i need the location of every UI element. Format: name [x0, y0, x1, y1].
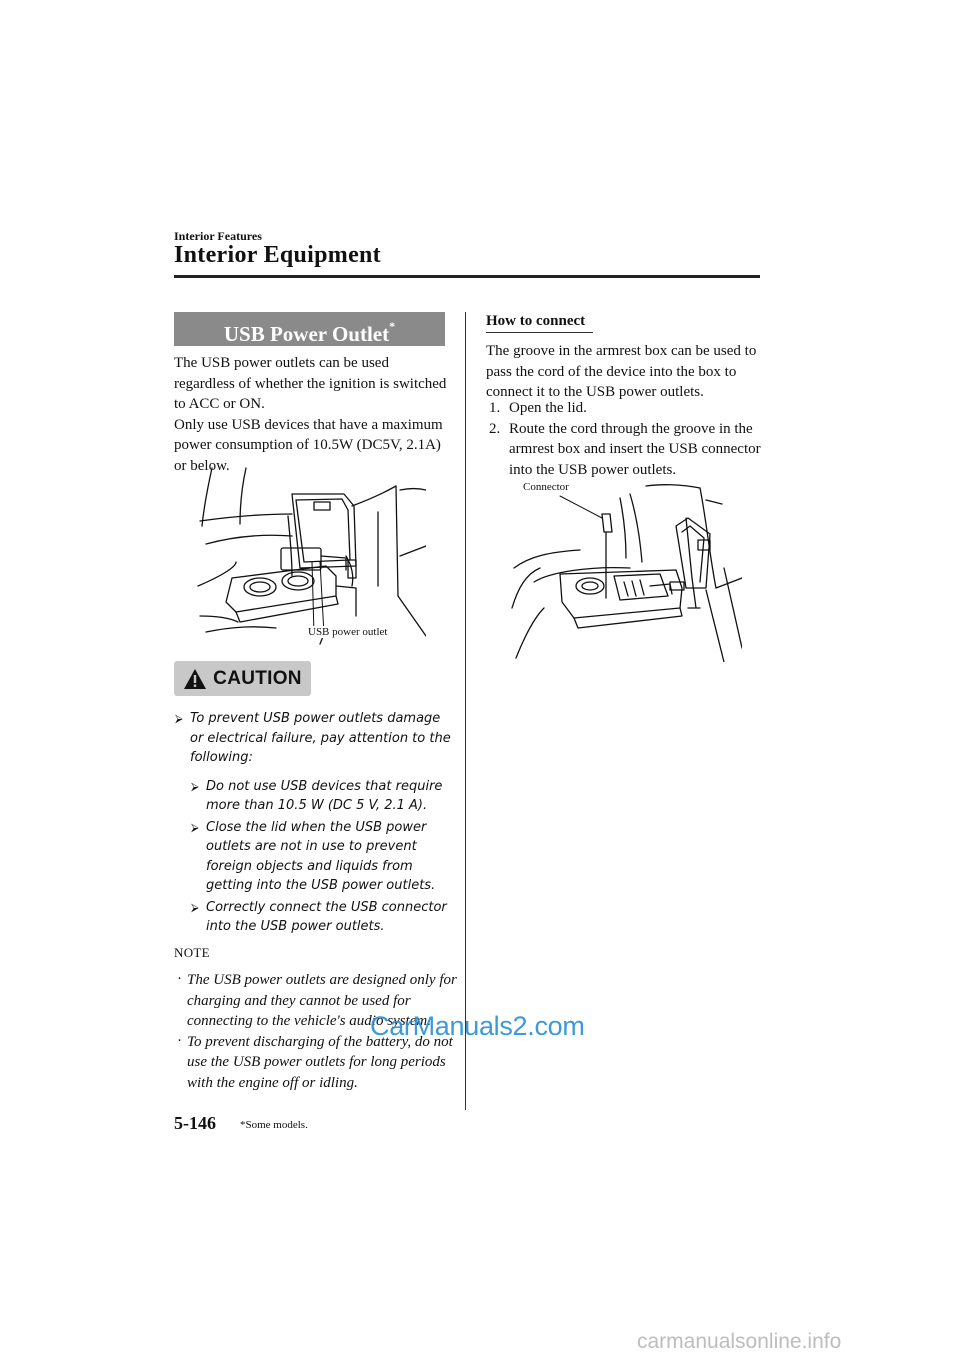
step-number: 2. — [489, 420, 501, 437]
footnote: *Some models. — [240, 1119, 308, 1131]
step-item — [486, 419, 761, 481]
connector-illustration — [510, 478, 742, 662]
step-item — [486, 398, 761, 419]
section-small-title: Interior Features — [174, 229, 262, 243]
caution-header — [174, 661, 311, 696]
caution-item — [174, 709, 454, 768]
step-text: Open the lid. — [509, 400, 587, 416]
usb-outlet-callout: USB power outlet — [308, 626, 388, 638]
connector-callout: Connector — [523, 481, 569, 493]
note-item-text: The USB power outlets are designed only for charging and they cannot be used for connecting to the vehicle's audio system. — [187, 972, 457, 1029]
caution-subitem-text: Correctly connect the USB connector into the USB power outlets. — [206, 899, 447, 934]
arrow-bullet-icon: ⮚ — [175, 712, 183, 725]
how-to-connect-heading: How to connect — [486, 313, 586, 329]
usb-outlet-illustration — [196, 466, 426, 652]
heading-underline — [486, 332, 593, 333]
page-number: 5-146 — [174, 1113, 216, 1133]
caution-label: CAUTION — [213, 667, 302, 689]
note-heading: NOTE — [174, 945, 210, 960]
caution-subitem — [174, 777, 454, 816]
note-item-text: To prevent discharging of the battery, do not use the USB power outlets for long periods with the engine off or idling. — [187, 1033, 453, 1091]
caution-main-text: To prevent USB power outlets damage or electrical failure, pay attention to the following: — [190, 711, 451, 765]
site-watermark: carmanualsonline.info — [637, 1330, 842, 1353]
intro-text — [174, 353, 449, 476]
dot-bullet-icon: · — [177, 971, 182, 987]
arrow-bullet-icon: ⮚ — [191, 779, 199, 793]
arrow-bullet-icon: ⮚ — [191, 820, 199, 834]
connect-steps — [486, 398, 761, 480]
section-title: Interior Equipment — [174, 242, 381, 268]
header-rule — [174, 275, 760, 278]
models-marker: * — [389, 319, 396, 333]
warning-triangle-icon — [183, 668, 207, 690]
intro-paragraph: The USB power outlets can be used regardless of whether the ignition is switched to ACC or ON. — [174, 355, 447, 412]
banner-title: USB Power Outlet — [223, 322, 390, 346]
dot-bullet-icon: · — [177, 1032, 182, 1049]
step-text: Route the cord through the groove in the armrest box and insert the USB connector into the USB power outlets. — [509, 420, 761, 478]
caution-subitem-text: Do not use USB devices that require more than 10.5 W (DC 5 V, 2.1 A). — [206, 778, 443, 813]
step-number: 1. — [489, 400, 501, 416]
how-to-connect-intro: The groove in the armrest box can be used to pass the cord of the device into the box to connect it to the USB power outlets. — [486, 343, 757, 400]
caution-subitem — [174, 818, 454, 896]
intro-paragraph: Only use USB devices that have a maximum power consumption of 10.5W (DC5V, 2.1A) or below. — [174, 416, 443, 474]
caution-subitem-text: Close the lid when the USB power outlets are not in use to prevent foreign objects and liquids from getting into the USB power outlets. — [206, 819, 436, 893]
carmanuals-watermark: CarManuals2.com — [370, 1011, 585, 1041]
column-divider — [465, 312, 466, 1110]
usb-outlet-banner — [174, 312, 445, 346]
caution-list — [174, 709, 454, 939]
caution-subitem — [174, 898, 454, 937]
arrow-bullet-icon: ⮚ — [191, 900, 199, 914]
